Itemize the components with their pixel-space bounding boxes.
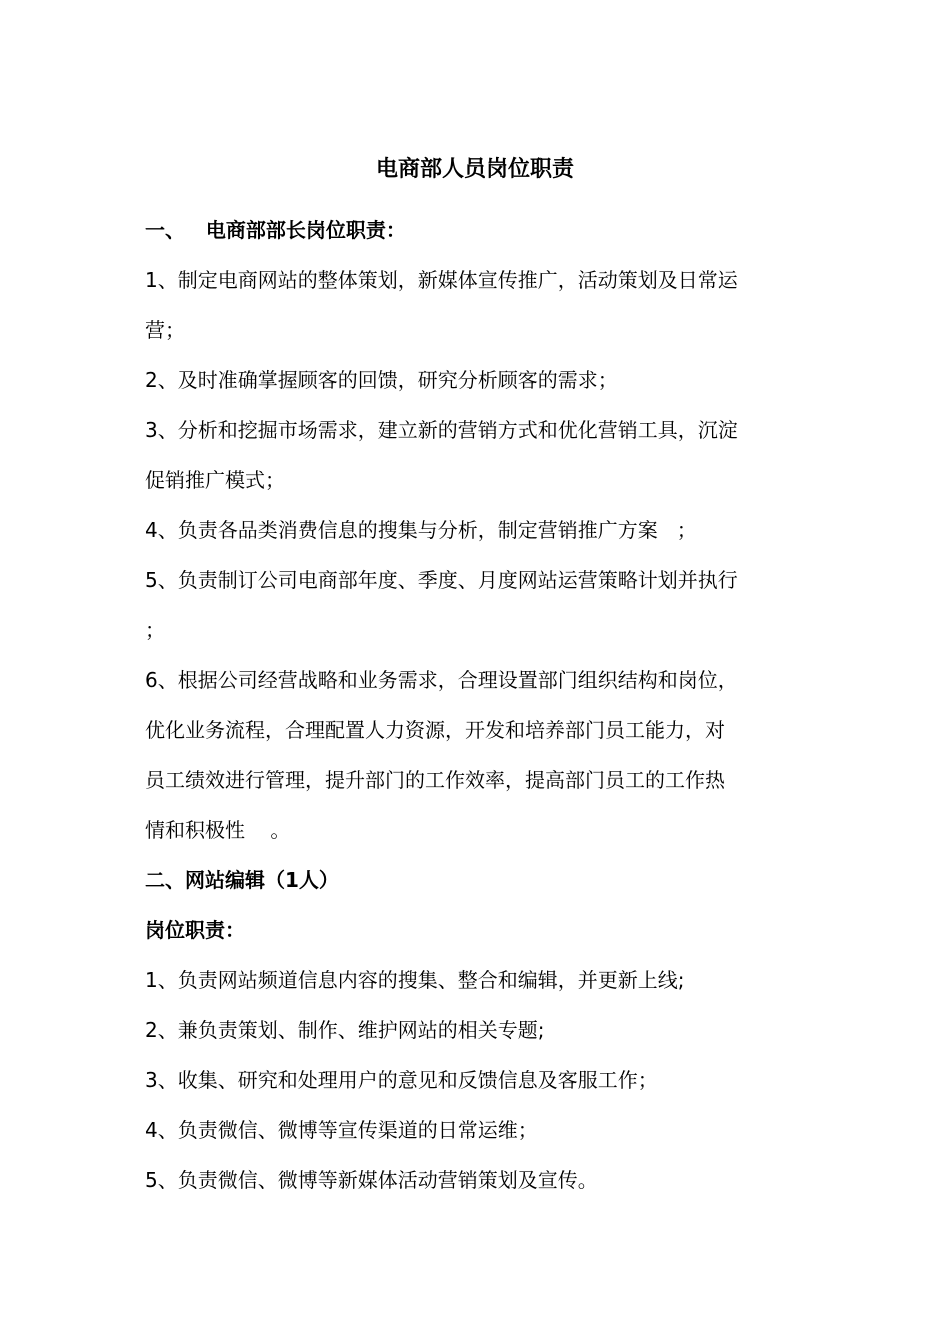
paragraph-line: 营；: [145, 318, 185, 342]
paragraph-line: 优化业务流程，合理配置人力资源，开发和培养部门员工能力，对: [145, 718, 725, 742]
paragraph-line: 5、负责制订公司电商部年度、季度、月度网站运营策略计划并执行: [145, 568, 738, 592]
paragraph-line: 2、兼负责策划、制作、维护网站的相关专题;: [145, 1018, 545, 1042]
paragraph-line: 4、负责各品类消费信息的搜集与分析，制定营销推广方案 ；: [145, 518, 697, 542]
paragraph-line: 4、负责微信、微博等宣传渠道的日常运维；: [145, 1118, 538, 1142]
document-body: [145, 205, 810, 1205]
section-heading: 一、 电商部部长岗位职责：: [145, 218, 406, 242]
paragraph-line: 1、负责网站频道信息内容的搜集、整合和编辑，并更新上线;: [145, 968, 685, 992]
section-heading: 二、网站编辑（1人）: [145, 868, 339, 892]
paragraph-line: 6、根据公司经营战略和业务需求，合理设置部门组织结构和岗位，: [145, 668, 738, 692]
paragraph-line: 5、负责微信、微博等新媒体活动营销策划及宣传。: [145, 1168, 598, 1192]
paragraph-line: 员工绩效进行管理，提升部门的工作效率，提高部门员工的工作热: [145, 768, 725, 792]
paragraph-line: 情和积极性 。: [145, 818, 291, 842]
document-title: 电商部人员岗位职责: [375, 157, 574, 182]
paragraph-line: 3、分析和挖掘市场需求，建立新的营销方式和优化营销工具，沉淀: [145, 418, 738, 442]
paragraph-line: 促销推广模式；: [145, 468, 285, 492]
paragraph-line: ；: [145, 618, 165, 642]
paragraph-line: 2、及时准确掌握顾客的回馈，研究分析顾客的需求；: [145, 368, 618, 392]
section-subheading: 岗位职责：: [145, 918, 245, 942]
paragraph-line: 1、制定电商网站的整体策划，新媒体宣传推广，活动策划及日常运: [145, 268, 738, 292]
paragraph-line: 3、收集、研究和处理用户的意见和反馈信息及客服工作；: [145, 1068, 658, 1092]
